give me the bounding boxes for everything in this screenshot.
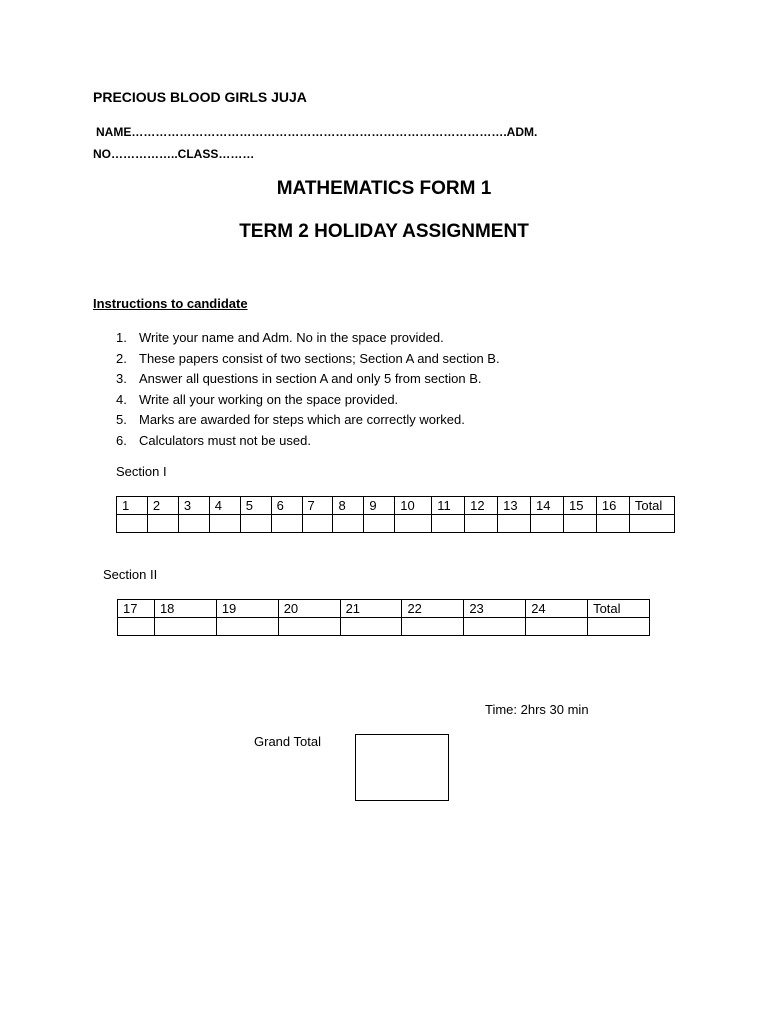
marks-cell[interactable] — [526, 618, 588, 636]
marks-cell[interactable] — [464, 618, 526, 636]
question-cell: 13 — [498, 497, 531, 515]
instruction-text: Write all your working on the space provided. — [139, 391, 399, 407]
marks-cell[interactable] — [498, 515, 531, 533]
question-cell: 22 — [402, 600, 464, 618]
section-2-marks-row — [118, 618, 650, 636]
marks-cell[interactable] — [465, 515, 498, 533]
section-2-label: Section II — [103, 567, 158, 582]
marks-cell[interactable] — [333, 515, 364, 533]
section-1-marks-row — [117, 515, 675, 533]
total-cell: Total — [588, 600, 650, 618]
section-1-header-row — [117, 497, 675, 515]
instruction-number: 4. — [116, 391, 127, 407]
instruction-item — [116, 410, 500, 431]
question-cell: 3 — [178, 497, 209, 515]
total-cell: Total — [629, 497, 674, 515]
marks-cell[interactable] — [147, 515, 178, 533]
marks-cell[interactable] — [209, 515, 240, 533]
question-cell: 18 — [154, 600, 216, 618]
question-cell: 20 — [278, 600, 340, 618]
question-cell: 6 — [271, 497, 302, 515]
question-cell: 23 — [464, 600, 526, 618]
instruction-number: 1. — [116, 330, 127, 345]
instruction-item — [116, 431, 500, 452]
question-cell: 24 — [526, 600, 588, 618]
marks-cell[interactable] — [531, 515, 564, 533]
marks-cell[interactable] — [240, 515, 271, 533]
question-cell: 2 — [147, 497, 178, 515]
marks-cell[interactable] — [432, 515, 465, 533]
name-adm-line: NAME………………………………………………………………………………….ADM. — [96, 125, 538, 139]
question-cell: 16 — [596, 497, 629, 515]
question-cell: 11 — [432, 497, 465, 515]
section-2-header-row — [118, 600, 650, 618]
instruction-number: 6. — [116, 432, 127, 448]
marks-cell[interactable] — [154, 618, 216, 636]
marks-cell[interactable] — [178, 515, 209, 533]
instruction-item — [116, 328, 500, 349]
question-cell: 9 — [364, 497, 395, 515]
question-cell: 21 — [340, 600, 402, 618]
question-cell: 4 — [209, 497, 240, 515]
instruction-number: 5. — [116, 412, 127, 427]
question-cell: 17 — [118, 600, 155, 618]
question-cell: 5 — [240, 497, 271, 515]
subject-title: MATHEMATICS FORM 1 — [276, 178, 492, 199]
grand-total-box[interactable] — [355, 734, 449, 801]
grand-total-label: Grand Total — [254, 734, 321, 749]
instruction-number: 2. — [116, 350, 127, 366]
total-marks-cell[interactable] — [588, 618, 650, 636]
section-1-label: Section I — [116, 464, 167, 479]
marks-cell[interactable] — [271, 515, 302, 533]
time-allowed: Time: 2hrs 30 min — [485, 702, 589, 717]
school-name: PRECIOUS BLOOD GIRLS JUJA — [93, 89, 307, 105]
marks-cell[interactable] — [563, 515, 596, 533]
marks-cell[interactable] — [340, 618, 402, 636]
question-cell: 19 — [216, 600, 278, 618]
instruction-text: Marks are awarded for steps which are correctly worked. — [139, 412, 465, 427]
marks-cell[interactable] — [302, 515, 333, 533]
question-cell: 10 — [395, 497, 432, 515]
no-class-line: NO……………..CLASS……… — [93, 147, 255, 161]
instruction-text: Answer all questions in section A and only 5 from section B. — [139, 371, 482, 386]
question-cell: 14 — [531, 497, 564, 515]
marks-cell[interactable] — [216, 618, 278, 636]
marks-cell[interactable] — [117, 515, 148, 533]
question-cell: 8 — [333, 497, 364, 515]
instruction-item — [116, 369, 500, 390]
instructions-list — [116, 328, 500, 451]
marks-cell[interactable] — [364, 515, 395, 533]
instruction-item — [116, 349, 500, 370]
section-2-score-table — [117, 599, 650, 636]
assignment-title: TERM 2 HOLIDAY ASSIGNMENT — [239, 221, 529, 242]
marks-cell[interactable] — [596, 515, 629, 533]
total-marks-cell[interactable] — [629, 515, 674, 533]
instruction-text: Write your name and Adm. No in the space provided. — [139, 330, 444, 345]
instruction-item — [116, 390, 500, 411]
instructions-heading: Instructions to candidate — [93, 296, 248, 311]
instruction-number: 3. — [116, 371, 127, 386]
section-1-score-table — [116, 496, 675, 533]
marks-cell[interactable] — [402, 618, 464, 636]
question-cell: 15 — [563, 497, 596, 515]
question-cell: 12 — [465, 497, 498, 515]
question-cell: 7 — [302, 497, 333, 515]
instruction-text: These papers consist of two sections; Section A and section B. — [139, 350, 500, 366]
marks-cell[interactable] — [278, 618, 340, 636]
marks-cell[interactable] — [118, 618, 155, 636]
question-cell: 1 — [117, 497, 148, 515]
marks-cell[interactable] — [395, 515, 432, 533]
instruction-text: Calculators must not be used. — [139, 432, 311, 448]
